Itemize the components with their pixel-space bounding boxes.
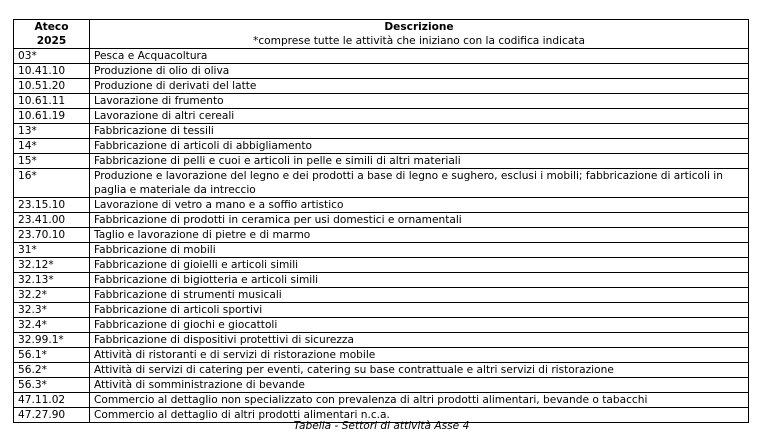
table-row: [14, 139, 749, 154]
header-ateco: [14, 20, 90, 49]
cell-desc: Attività di servizi di catering per eventi, catering su base contrattuale e altri servizi di ristorazione: [90, 363, 749, 378]
cell-code: 23.70.10: [14, 228, 90, 243]
cell-desc: Commercio al dettaglio non specializzato con prevalenza di altri prodotti alimentari, bevande o tabacchi: [90, 393, 749, 408]
cell-desc: Fabbricazione di strumenti musicali: [90, 288, 749, 303]
cell-code: 16*: [14, 169, 90, 198]
cell-desc: Fabbricazione di bigiotteria e articoli simili: [90, 273, 749, 288]
sectors-table-wrapper: [13, 19, 748, 423]
table-row: [14, 318, 749, 333]
table-row: [14, 228, 749, 243]
table-row: [14, 288, 749, 303]
cell-desc: Lavorazione di frumento: [90, 94, 749, 109]
cell-desc: Fabbricazione di mobili: [90, 243, 749, 258]
cell-code: 32.3*: [14, 303, 90, 318]
table-header-row: [14, 20, 749, 49]
cell-code: 56.2*: [14, 363, 90, 378]
cell-code: 03*: [14, 49, 90, 64]
cell-desc: Fabbricazione di tessili: [90, 124, 749, 139]
cell-code: 13*: [14, 124, 90, 139]
table-row: [14, 273, 749, 288]
table-row: [14, 348, 749, 363]
cell-code: 23.41.00: [14, 213, 90, 228]
table-row: [14, 154, 749, 169]
table-row: [14, 124, 749, 139]
table-row: [14, 198, 749, 213]
header-ateco-line1: Ateco: [34, 21, 69, 33]
table-row: [14, 333, 749, 348]
table-row: [14, 378, 749, 393]
cell-desc: Pesca e Acquacoltura: [90, 49, 749, 64]
cell-code: 31*: [14, 243, 90, 258]
cell-code: 32.13*: [14, 273, 90, 288]
cell-desc: Lavorazione di vetro a mano e a soffio artistico: [90, 198, 749, 213]
cell-code: 10.51.20: [14, 79, 90, 94]
cell-code: 10.41.10: [14, 64, 90, 79]
cell-code: 10.61.11: [14, 94, 90, 109]
cell-code: 32.99.1*: [14, 333, 90, 348]
cell-desc: Attività di somministrazione di bevande: [90, 378, 749, 393]
cell-desc: Commercio al dettaglio di altri prodotti alimentari n.c.a.: [90, 408, 749, 423]
cell-code: 23.15.10: [14, 198, 90, 213]
cell-desc: Produzione e lavorazione del legno e dei prodotti a base di legno e sughero, esclusi i mobili; fabbricazione di articoli in paglia e materiale da intreccio: [90, 169, 749, 198]
cell-code: 32.12*: [14, 258, 90, 273]
cell-code: 47.11.02: [14, 393, 90, 408]
table-row: [14, 64, 749, 79]
cell-code: 15*: [14, 154, 90, 169]
cell-desc: Attività di ristoranti e di servizi di ristorazione mobile: [90, 348, 749, 363]
table-row: [14, 94, 749, 109]
header-ateco-line2: 2025: [36, 35, 67, 47]
cell-code: 32.2*: [14, 288, 90, 303]
cell-code: 10.61.19: [14, 109, 90, 124]
cell-code: 56.3*: [14, 378, 90, 393]
cell-desc: Produzione di olio di oliva: [90, 64, 749, 79]
cell-desc: Taglio e lavorazione di pietre e di marmo: [90, 228, 749, 243]
cell-desc: Fabbricazione di gioielli e articoli simili: [90, 258, 749, 273]
sectors-table: [13, 19, 749, 423]
table-row: [14, 49, 749, 64]
table-caption: Tabella - Settori di attività Asse 4: [293, 420, 470, 432]
cell-desc: Fabbricazione di giochi e giocattoli: [90, 318, 749, 333]
table-row: [14, 393, 749, 408]
table-row: [14, 169, 749, 198]
table-row: [14, 79, 749, 94]
table-row: [14, 109, 749, 124]
table-row: [14, 243, 749, 258]
cell-desc: Fabbricazione di dispositivi protettivi di sicurezza: [90, 333, 749, 348]
header-descrizione: [90, 20, 749, 49]
cell-code: 47.27.90: [14, 408, 90, 423]
table-row: [14, 213, 749, 228]
header-descrizione-title: Descrizione: [384, 21, 454, 33]
cell-desc: Fabbricazione di pelli e cuoi e articoli in pelle e simili di altri materiali: [90, 154, 749, 169]
header-descrizione-note: *comprese tutte le attività che iniziano con la codifica indicata: [253, 35, 585, 47]
table-row: [14, 363, 749, 378]
cell-desc: Fabbricazione di articoli di abbigliamento: [90, 139, 749, 154]
table-row: [14, 258, 749, 273]
cell-desc: Fabbricazione di articoli sportivi: [90, 303, 749, 318]
cell-desc: Lavorazione di altri cereali: [90, 109, 749, 124]
table-row: [14, 303, 749, 318]
cell-code: 14*: [14, 139, 90, 154]
cell-code: 32.4*: [14, 318, 90, 333]
cell-desc: Fabbricazione di prodotti in ceramica per usi domestici e ornamentali: [90, 213, 749, 228]
cell-code: 56.1*: [14, 348, 90, 363]
cell-desc: Produzione di derivati del latte: [90, 79, 749, 94]
